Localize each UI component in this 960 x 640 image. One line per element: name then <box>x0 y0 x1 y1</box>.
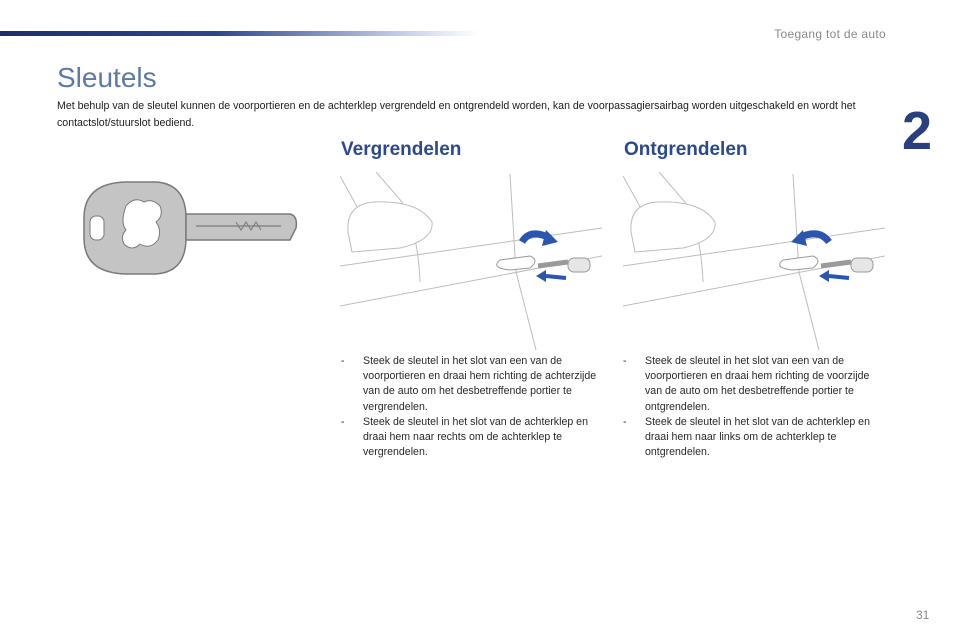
step-bullet: - <box>623 415 627 428</box>
step-bullet: - <box>341 355 345 367</box>
step-text: Steek de sleutel in het slot van de achterklep en draai hem naar links om de achterklep te ontgrendelen. <box>645 415 870 459</box>
unlock-step <box>623 354 883 415</box>
step-bullet: - <box>341 415 345 428</box>
door-lock-rotate-icon <box>340 172 602 350</box>
header-accent-bar <box>0 31 480 36</box>
unlock-step <box>623 415 883 461</box>
chapter-number: 2 <box>902 101 933 161</box>
step-text: Steek de sleutel in het slot van de achterklep en draai hem naar rechts om de achterklep te vergrendelen. <box>363 415 588 459</box>
step-text: Steek de sleutel in het slot van een van de voorportieren en draai hem richting de achterzijde van de auto om het desbetreffende portier te vergrendelen. <box>363 355 597 413</box>
unlock-steps <box>623 354 883 460</box>
intro-text: Met behulp van de sleutel kunnen de voorportieren en de achterklep vergrendeld en ontgrendeld worden, kan de voorpassagiersairbag worden uitgeschakeld en wordt het contactslot/stuurslot bediend. <box>57 100 856 129</box>
section-title: Toegang tot de auto <box>774 27 886 41</box>
page-title: Sleutels <box>57 62 157 93</box>
page-number: 31 <box>916 608 930 622</box>
unlock-heading: Ontgrendelen <box>624 139 748 160</box>
lock-step <box>341 415 601 461</box>
lock-steps <box>341 354 601 460</box>
step-bullet: - <box>623 355 627 367</box>
door-unlock-rotate-icon <box>623 172 885 350</box>
step-text: Steek de sleutel in het slot van een van de voorportieren en draai hem richting de voorzijde van de auto om het desbetreffende portier te ontgrendelen. <box>645 355 870 413</box>
lock-heading: Vergrendelen <box>341 139 462 160</box>
lock-step <box>341 354 601 415</box>
key-icon <box>76 178 300 278</box>
